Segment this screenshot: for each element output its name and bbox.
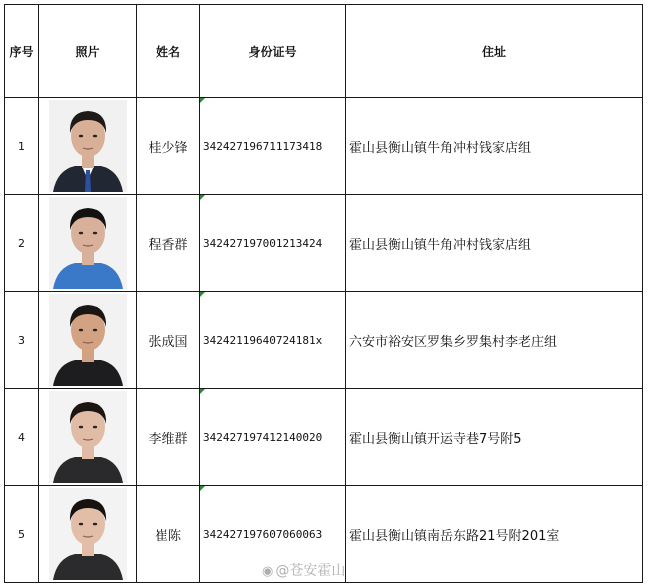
portrait-photo	[49, 488, 127, 580]
row-number: 5	[5, 486, 39, 583]
person-name: 程香群	[137, 195, 200, 292]
portrait-photo	[49, 294, 127, 386]
id-number: 342427197607060063	[203, 527, 323, 541]
address: 六安市裕安区罗集乡罗集村李老庄组	[346, 292, 643, 389]
id-number: 342427196711173418	[203, 139, 323, 153]
header-no: 序号	[5, 5, 39, 98]
header-photo: 照片	[39, 5, 137, 98]
cell-comment-marker	[200, 98, 205, 103]
id-number-cell	[200, 292, 346, 389]
photo-cell	[39, 195, 137, 292]
address: 霍山县衡山镇牛角冲村钱家店组	[346, 98, 643, 195]
header-id: 身份证号	[200, 5, 346, 98]
person-name: 崔陈	[137, 486, 200, 583]
cell-comment-marker	[200, 292, 205, 297]
table-row	[5, 195, 643, 292]
row-number: 3	[5, 292, 39, 389]
photo-cell	[39, 486, 137, 583]
id-number: 34242119640724181x	[203, 333, 323, 347]
id-number-cell	[200, 389, 346, 486]
header-address: 住址	[346, 5, 643, 98]
header-name: 姓名	[137, 5, 200, 98]
wanted-persons-table	[4, 4, 643, 583]
table-row	[5, 389, 643, 486]
row-number: 2	[5, 195, 39, 292]
row-number: 4	[5, 389, 39, 486]
header-row	[5, 5, 643, 98]
person-name: 桂少锋	[137, 98, 200, 195]
table-row	[5, 292, 643, 389]
address: 霍山县衡山镇牛角冲村钱家店组	[346, 195, 643, 292]
portrait-photo	[49, 100, 127, 192]
weibo-icon: ◉	[262, 564, 274, 579]
address: 霍山县衡山镇开运寺巷7号附5	[346, 389, 643, 486]
photo-cell	[39, 292, 137, 389]
watermark-text: @苍安霍山	[275, 563, 346, 579]
photo-cell	[39, 389, 137, 486]
id-number: 342427197001213424	[203, 236, 323, 250]
portrait-photo	[49, 391, 127, 483]
person-name: 李维群	[137, 389, 200, 486]
row-number: 1	[5, 98, 39, 195]
id-number-cell	[200, 195, 346, 292]
portrait-photo	[49, 197, 127, 289]
cell-comment-marker	[200, 486, 205, 491]
cell-comment-marker	[200, 389, 205, 394]
id-number-cell	[200, 98, 346, 195]
address: 霍山县衡山镇南岳东路21号附201室	[346, 486, 643, 583]
weibo-watermark	[262, 560, 345, 580]
id-number: 342427197412140020	[203, 430, 323, 444]
table-row	[5, 98, 643, 195]
cell-comment-marker	[200, 195, 205, 200]
person-name: 张成国	[137, 292, 200, 389]
photo-cell	[39, 98, 137, 195]
